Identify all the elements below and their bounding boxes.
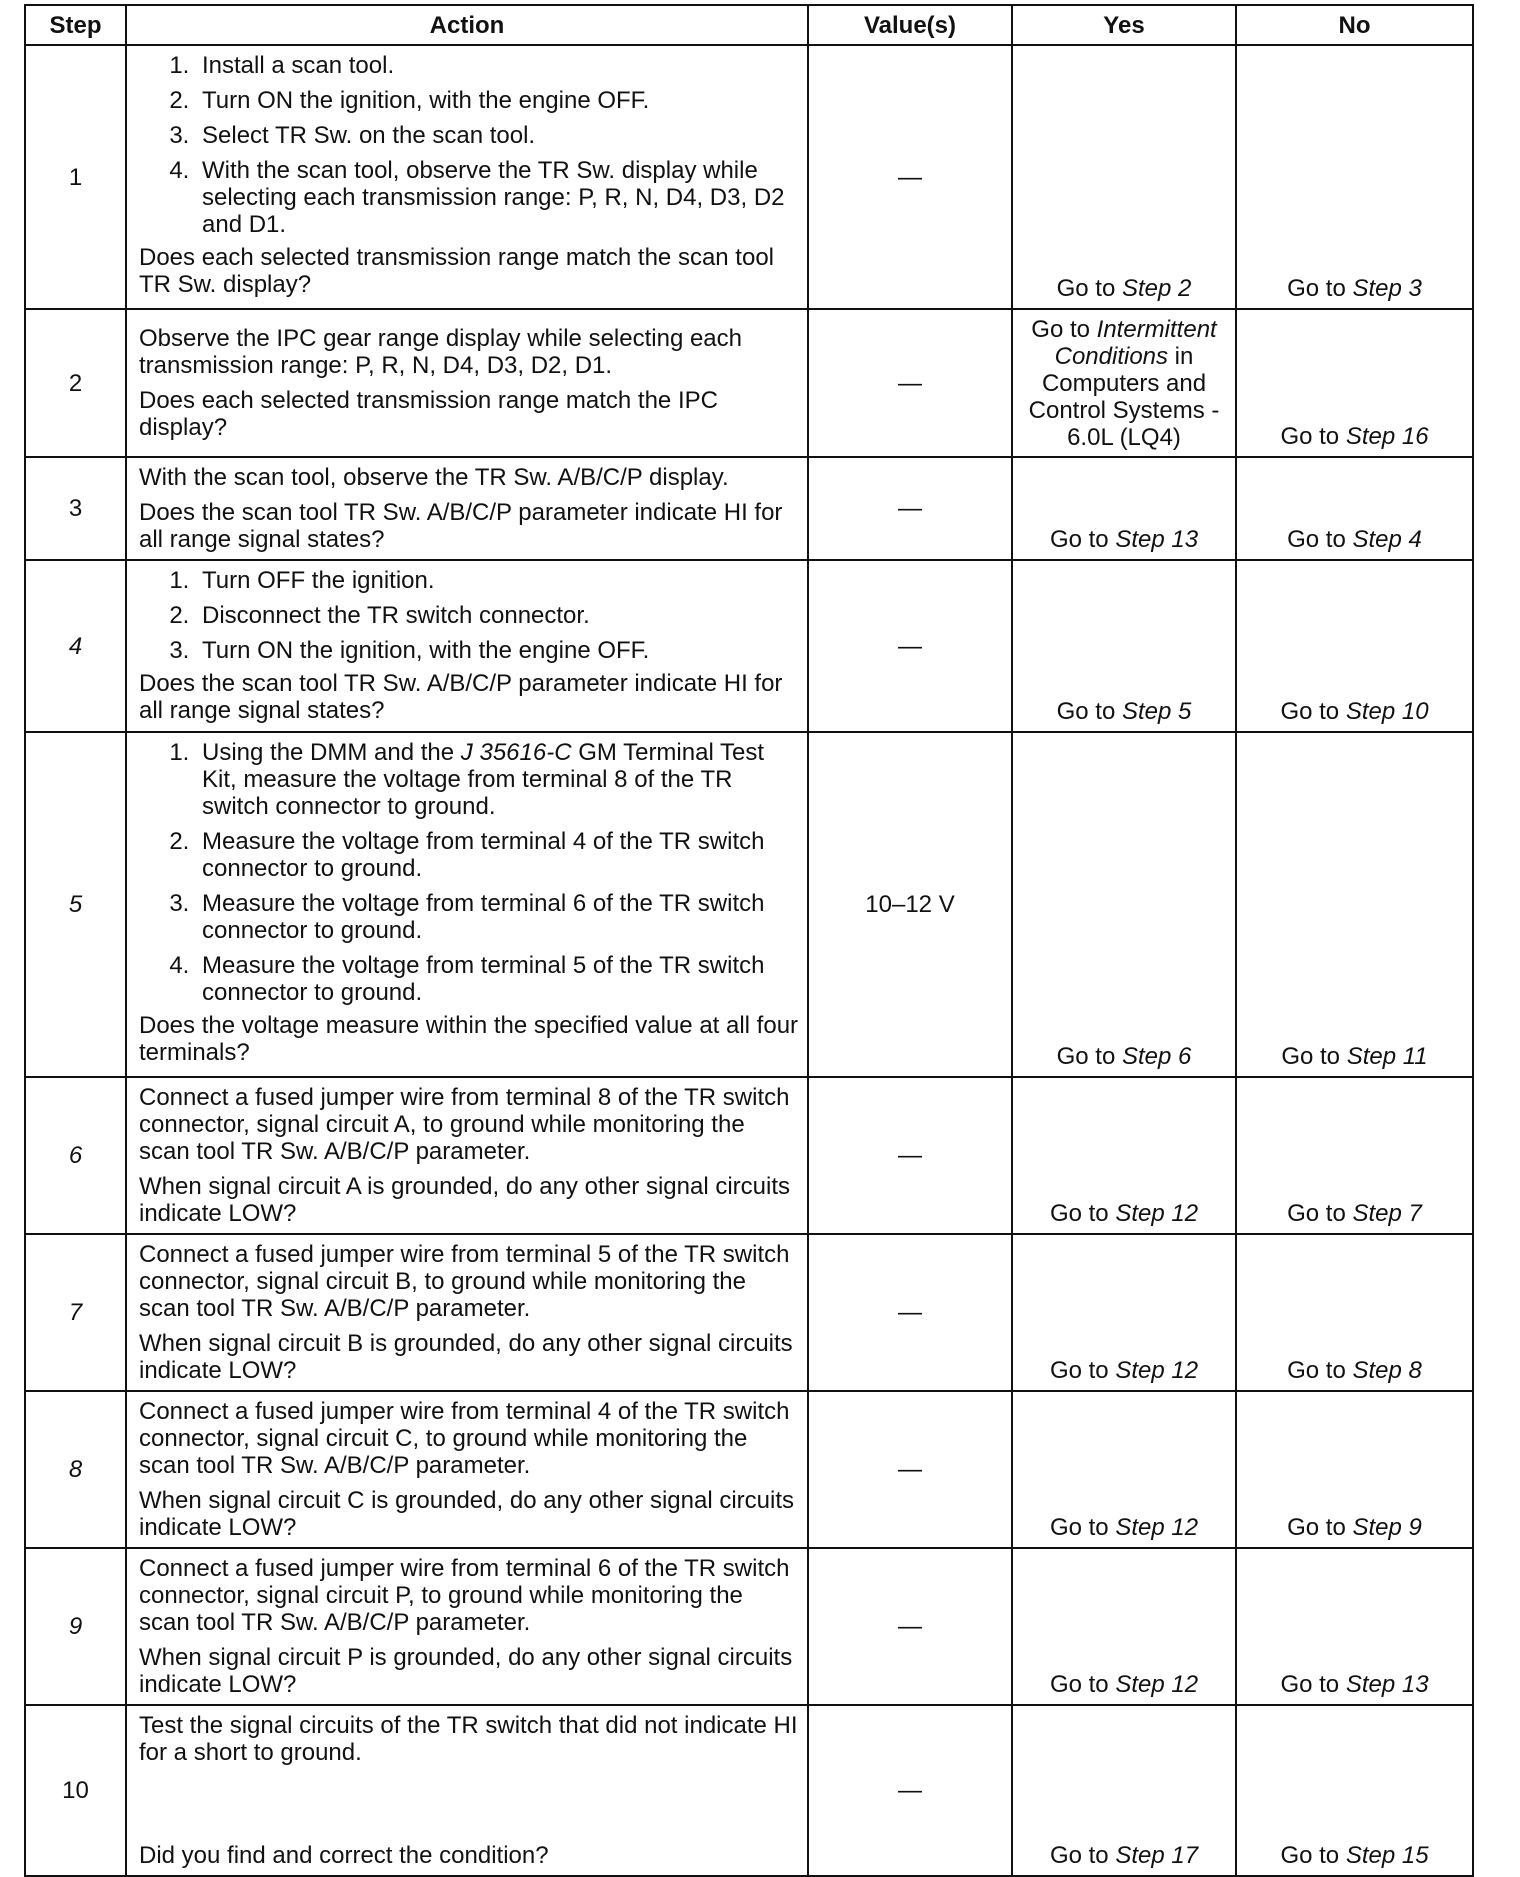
no-link[interactable]: Step 8 xyxy=(1352,1357,1422,1384)
no-cell xyxy=(1236,309,1473,457)
yes-prefix: Go to xyxy=(1049,1671,1116,1698)
action-text: Connect a fused jumper wire from terminal 8 of the TR switch connector, signal circuit A, to ground while monitoring the scan tool TR Sw. A/B/C/P parameter. xyxy=(139,1084,790,1165)
yes-prefix: Go to xyxy=(1056,275,1122,302)
action-text: Connect a fused jumper wire from terminal 4 of the TR switch connector, signal circuit C, to ground while monitoring the scan tool TR Sw. A/B/C/P parameter. xyxy=(139,1398,790,1479)
action-text: Connect a fused jumper wire from terminal 5 of the TR switch connector, signal circuit B, to ground while monitoring the scan tool TR Sw. A/B/C/P parameter. xyxy=(139,1241,790,1322)
table-row xyxy=(25,560,1473,732)
no-cell xyxy=(1236,1234,1473,1391)
action-text: Test the signal circuits of the TR switch that did not indicate HI for a short to ground. xyxy=(139,1712,798,1766)
value-cell: — xyxy=(808,560,1012,732)
step-number: 5 xyxy=(25,732,126,1077)
action-list xyxy=(139,52,799,238)
header-yes: Yes xyxy=(1012,5,1236,45)
no-link[interactable]: Step 10 xyxy=(1345,698,1429,725)
yes-link[interactable]: Step 17 xyxy=(1115,1842,1199,1869)
header-row xyxy=(25,5,1473,45)
table-row xyxy=(25,1391,1473,1548)
table-row xyxy=(25,1548,1473,1705)
value-cell: — xyxy=(808,1234,1012,1391)
no-link[interactable]: Step 15 xyxy=(1345,1842,1429,1869)
action-text: Observe the IPC gear range display while selecting each transmission range: P, R, N, D4, D3, D2, D1. xyxy=(139,325,742,379)
step-number: 7 xyxy=(25,1234,126,1391)
value-cell: — xyxy=(808,1391,1012,1548)
action-cell xyxy=(126,1391,808,1548)
list-item-text: Using the DMM and the xyxy=(202,739,461,766)
no-prefix: Go to xyxy=(1280,423,1346,450)
value-cell: — xyxy=(808,1077,1012,1234)
diagnostic-table xyxy=(24,4,1474,1877)
action-list xyxy=(139,739,799,1006)
list-item: 2. Turn ON the ignition, with the engine OFF. xyxy=(196,87,799,114)
yes-link[interactable]: Step 12 xyxy=(1115,1671,1199,1698)
yes-cell xyxy=(1012,1705,1236,1876)
table-row xyxy=(25,45,1473,309)
no-link[interactable]: Step 9 xyxy=(1352,1514,1422,1541)
yes-cell xyxy=(1012,309,1236,457)
step-number: 4 xyxy=(25,560,126,732)
action-question: When signal circuit P is grounded, do any other signal circuits indicate LOW? xyxy=(139,1644,793,1698)
yes-link[interactable]: Step 13 xyxy=(1115,526,1199,553)
yes-prefix: Go to xyxy=(1049,1514,1116,1541)
action-question: Does the voltage measure within the specified value at all four terminals? xyxy=(139,1012,799,1066)
yes-prefix: Go to xyxy=(1056,698,1122,725)
step-number: 6 xyxy=(25,1077,126,1234)
yes-cell xyxy=(1012,1391,1236,1548)
no-link[interactable]: Step 7 xyxy=(1352,1200,1422,1227)
step-number: 1 xyxy=(25,45,126,309)
no-link[interactable]: Step 16 xyxy=(1345,423,1429,450)
no-cell xyxy=(1236,1705,1473,1876)
action-cell xyxy=(126,457,808,560)
no-prefix: Go to xyxy=(1287,526,1353,553)
action-question: When signal circuit B is grounded, do any other signal circuits indicate LOW? xyxy=(139,1330,793,1384)
no-prefix: Go to xyxy=(1287,1357,1353,1384)
yes-cell xyxy=(1012,1077,1236,1234)
header-action: Action xyxy=(126,5,808,45)
value-cell: 10–12 V xyxy=(808,732,1012,1077)
yes-link[interactable]: Step 12 xyxy=(1115,1514,1199,1541)
list-item: 3. Turn ON the ignition, with the engine OFF. xyxy=(196,637,799,664)
list-item: 2. Disconnect the TR switch connector. xyxy=(196,602,799,629)
step-number: 3 xyxy=(25,457,126,560)
yes-prefix: Go to xyxy=(1049,1842,1116,1869)
yes-link[interactable]: Step 6 xyxy=(1121,1043,1192,1070)
yes-cell xyxy=(1012,732,1236,1077)
action-cell xyxy=(126,560,808,732)
action-question: When signal circuit C is grounded, do any other signal circuits indicate LOW? xyxy=(139,1487,794,1541)
action-question: Does each selected transmission range match the scan tool TR Sw. display? xyxy=(139,244,775,298)
action-question: Does the scan tool TR Sw. A/B/C/P parameter indicate HI for all range signal states? xyxy=(139,670,783,724)
yes-cell xyxy=(1012,1548,1236,1705)
action-cell xyxy=(126,1077,808,1234)
step-number: 8 xyxy=(25,1391,126,1548)
yes-link[interactable]: Step 12 xyxy=(1115,1200,1199,1227)
no-cell xyxy=(1236,1391,1473,1548)
list-item: 3. Measure the voltage from terminal 6 of the TR switch connector to ground. xyxy=(196,890,799,944)
table-row xyxy=(25,1234,1473,1391)
value-cell: — xyxy=(808,457,1012,560)
spacer xyxy=(139,1774,799,1842)
no-prefix: Go to xyxy=(1281,1043,1347,1070)
action-question: Did you find and correct the condition? xyxy=(139,1842,549,1869)
action-list xyxy=(139,567,799,664)
list-item-text: GM Terminal Test Kit, measure the voltage from terminal 8 of the TR switch connector to ground. xyxy=(202,739,765,820)
value-cell: — xyxy=(808,45,1012,309)
step-number: 10 xyxy=(25,1705,126,1876)
yes-link[interactable]: Step 12 xyxy=(1115,1357,1199,1384)
list-item xyxy=(196,739,799,820)
action-cell xyxy=(126,1234,808,1391)
yes-link[interactable]: Step 5 xyxy=(1121,698,1192,725)
table-row xyxy=(25,457,1473,560)
header-no: No xyxy=(1236,5,1473,45)
list-item: 3. Select TR Sw. on the scan tool. xyxy=(196,122,799,149)
yes-cell xyxy=(1012,560,1236,732)
no-prefix: Go to xyxy=(1287,1200,1353,1227)
list-item: 1. Turn OFF the ignition. xyxy=(196,567,799,594)
no-link[interactable]: Step 3 xyxy=(1352,275,1422,302)
no-prefix: Go to xyxy=(1287,275,1353,302)
yes-cell xyxy=(1012,457,1236,560)
action-question: Does each selected transmission range match the IPC display? xyxy=(139,387,718,441)
action-question: Does the scan tool TR Sw. A/B/C/P parameter indicate HI for all range signal states? xyxy=(139,499,783,553)
action-cell xyxy=(126,1548,808,1705)
step-number: 9 xyxy=(25,1548,126,1705)
value-cell: — xyxy=(808,1705,1012,1876)
yes-cell xyxy=(1012,1234,1236,1391)
tool-number: J 35616-C xyxy=(460,739,572,766)
no-link[interactable]: Step 4 xyxy=(1352,526,1422,553)
diagnostic-table-container xyxy=(24,4,1472,1877)
table-row xyxy=(25,732,1473,1077)
no-prefix: Go to xyxy=(1280,1671,1346,1698)
step-number: 2 xyxy=(25,309,126,457)
list-item: 4. With the scan tool, observe the TR Sw. display while selecting each transmission range: P, R, N, D4, D3, D2 and D1. xyxy=(196,157,799,238)
header-values: Value(s) xyxy=(808,5,1012,45)
yes-cell xyxy=(1012,45,1236,309)
yes-prefix: Go to xyxy=(1049,526,1116,553)
action-cell xyxy=(126,732,808,1077)
yes-link[interactable]: Step 2 xyxy=(1121,275,1192,302)
yes-prefix: Go to xyxy=(1049,1200,1116,1227)
no-cell xyxy=(1236,560,1473,732)
no-link[interactable]: Step 11 xyxy=(1346,1043,1428,1070)
no-cell xyxy=(1236,1548,1473,1705)
table-row xyxy=(25,1705,1473,1876)
yes-suffix: in Computers and Control Systems - 6.0L (LQ4) xyxy=(1028,342,1220,451)
value-cell: — xyxy=(808,1548,1012,1705)
no-cell xyxy=(1236,457,1473,560)
no-prefix: Go to xyxy=(1280,698,1346,725)
table-row xyxy=(25,1077,1473,1234)
value-cell: — xyxy=(808,309,1012,457)
action-question: When signal circuit A is grounded, do any other signal circuits indicate LOW? xyxy=(139,1173,791,1227)
list-item: 1. Install a scan tool. xyxy=(196,52,799,79)
header-step: Step xyxy=(25,5,126,45)
action-cell xyxy=(126,45,808,309)
yes-prefix: Go to xyxy=(1049,1357,1116,1384)
table-row xyxy=(25,309,1473,457)
no-cell xyxy=(1236,45,1473,309)
action-cell xyxy=(126,309,808,457)
no-cell xyxy=(1236,732,1473,1077)
action-text: With the scan tool, observe the TR Sw. A/B/C/P display. xyxy=(139,464,729,491)
yes-link[interactable]: Intermittent Conditions xyxy=(1054,315,1217,370)
no-link[interactable]: Step 13 xyxy=(1345,1671,1429,1698)
no-prefix: Go to xyxy=(1287,1514,1353,1541)
yes-prefix: Go to xyxy=(1056,1043,1122,1070)
list-item: 4. Measure the voltage from terminal 5 of the TR switch connector to ground. xyxy=(196,952,799,1006)
no-prefix: Go to xyxy=(1280,1842,1346,1869)
action-text: Connect a fused jumper wire from terminal 6 of the TR switch connector, signal circuit P, to ground while monitoring the scan tool TR Sw. A/B/C/P parameter. xyxy=(139,1555,790,1636)
no-cell xyxy=(1236,1077,1473,1234)
yes-prefix: Go to xyxy=(1031,315,1097,343)
list-item: 2. Measure the voltage from terminal 4 of the TR switch connector to ground. xyxy=(196,828,799,882)
action-cell xyxy=(126,1705,808,1876)
